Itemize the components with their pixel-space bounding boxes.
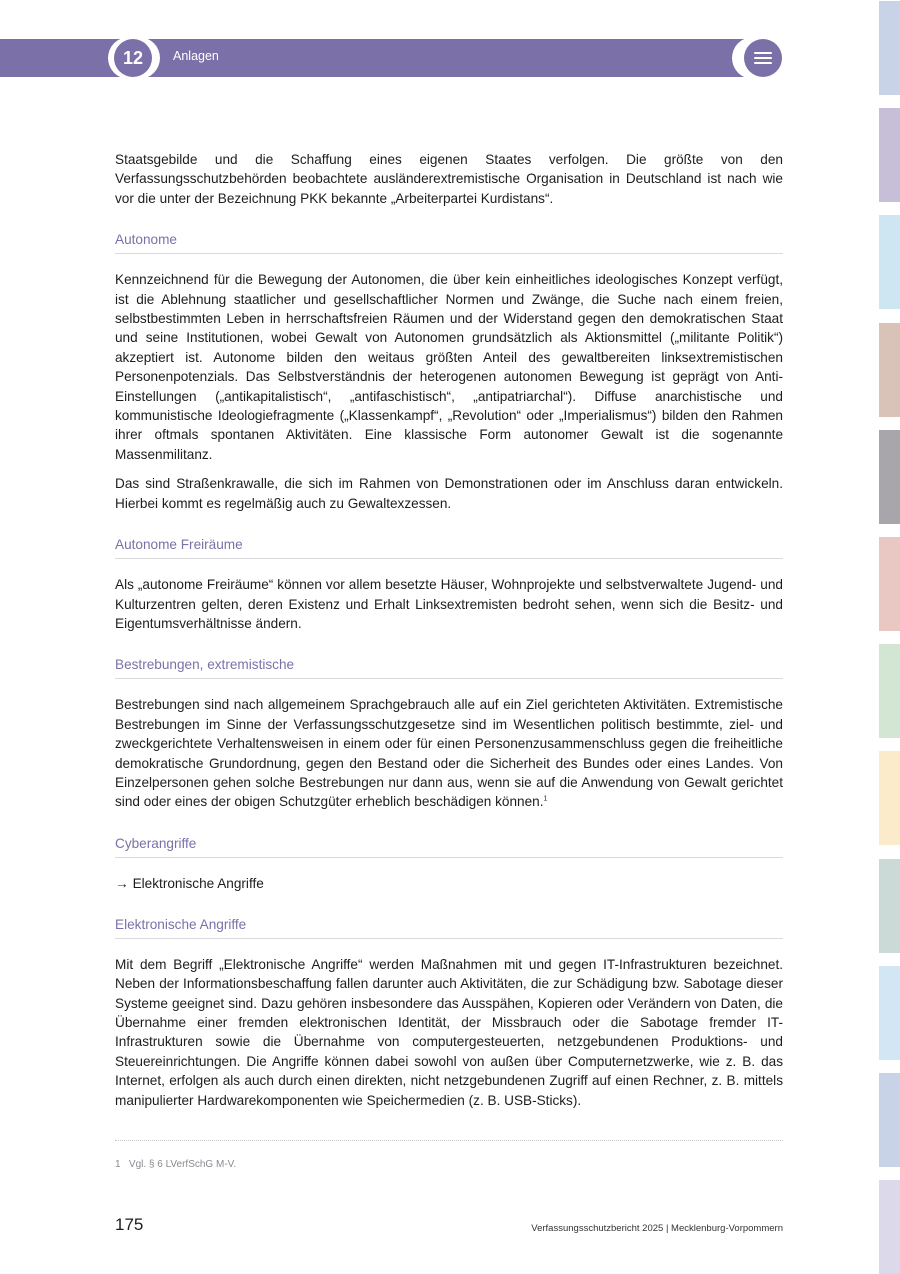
chapter-tab[interactable] <box>879 859 900 953</box>
hamburger-icon-line <box>754 52 772 54</box>
paragraph: Das sind Straßenkrawalle, die sich im Rahmen von Demonstrationen oder im Anschluss daran entwickeln. Hierbei kommt es regelmäßig auch zu Gewaltexzessen. <box>115 476 783 511</box>
link-text: Elektronische Angriffe <box>132 875 264 891</box>
footnote-number: 1 <box>115 1159 121 1170</box>
heading-cyberangriffe: Cyberangriffe <box>115 836 783 858</box>
chapter-tab[interactable] <box>879 430 900 524</box>
hamburger-icon-line <box>754 62 772 64</box>
chapter-tab[interactable] <box>879 644 900 738</box>
chapter-tab[interactable] <box>879 537 900 631</box>
chapter-tab[interactable] <box>879 215 900 309</box>
heading-autonome-freiraeume: Autonome Freiräume <box>115 537 783 559</box>
chapter-tab[interactable] <box>879 323 900 417</box>
heading-autonome: Autonome <box>115 232 783 254</box>
footnote-reference[interactable]: 1 <box>543 795 548 803</box>
cross-reference-link[interactable] <box>115 874 783 893</box>
page-number: 175 <box>115 1215 144 1234</box>
menu-button[interactable] <box>744 39 782 77</box>
arrow-right-icon: → <box>115 875 129 891</box>
footnote-divider <box>115 1140 783 1141</box>
paragraph-with-footnote <box>115 695 783 811</box>
heading-elektronische-angriffe: Elektronische Angriffe <box>115 917 783 939</box>
chapter-tab[interactable] <box>879 108 900 202</box>
chapter-tab[interactable] <box>879 751 900 845</box>
footnote <box>115 1159 236 1170</box>
chapter-tab[interactable] <box>879 1180 900 1274</box>
heading-bestrebungen: Bestrebungen, extremistische <box>115 657 783 679</box>
chapter-number-badge: 12 <box>114 39 152 77</box>
section-title: Anlagen <box>173 49 219 63</box>
hamburger-icon-line <box>754 57 772 59</box>
footer-title: Verfassungsschutzbericht 2025 | Mecklenburg-Vorpommern <box>531 1223 783 1234</box>
chapter-tab[interactable] <box>879 1 900 95</box>
chapter-tab[interactable] <box>879 966 900 1060</box>
paragraph: Kennzeichnend für die Bewegung der Autonomen, die über kein einheitliches ideologisches Konzept verfügt, ist die Ablehnung staatlicher und gesellschaftlicher Normen und Zwänge, die Suche nach einem freien, selbstbestimmten Leben in herrschaftsfreien Räumen und der Widerstand gegen den demokratischen Staat und seine Institutionen, wobei Gewalt von Autonomen grundsätzlich als Aktionsmittel („militante Politik“) akzeptiert ist. Autonome bilden den weitaus größten Anteil des gewaltbereiten linksextremistischen Personenpotenzials. Das Selbstverständnis der heterogenen autonomen Bewegung ist geprägt von Anti-Einstellungen („antikapitalistisch“, „antifaschistisch“, „antipatriarchal“). Diffuse anarchistische und kommunistische Ideologiefragmente („Klassenkampf“, „Revolution“ oder „Imperialismus“) bilden den Rahmen ihrer oftmals spontanen Aktivitäten. Eine klassische Form autonomer Gewalt ist die sogenannte Massenmilitanz. <box>115 272 783 462</box>
chapter-tab[interactable] <box>879 1073 900 1167</box>
main-content <box>115 150 783 1120</box>
paragraph-text: Bestrebungen sind nach allgemeinem Sprachgebrauch alle auf ein Ziel gerichteten Aktivitäten. Extremistische Bestrebungen im Sinne der Verfassungsschutzgesetze sind im Wesentlichen politisch bestimmte, ziel- und zweckgerichtete Verhaltensweisen in einem oder für einen Personenzusammenschluss gegen die freiheitliche demokratische Grundordnung, gegen den Bestand oder die Sicherheit des Bundes oder eines Landes. Von Einzelpersonen gehen solche Bestrebungen nur dann aus, wenn sie auf die Anwendung von Gewalt gerichtet sind oder eines der obigen Schutzgüter erheblich beschädigen können. <box>115 697 783 810</box>
intro-paragraph: Staatsgebilde und die Schaffung eines eigenen Staates verfolgen. Die größte von den Verfassungsschutzbehörden beobachtete ausländerextremistische Organisation in Deutschland ist nach wie vor die unter der Bezeichnung PKK bekannte „Arbeiterpartei Kurdistans“. <box>115 152 783 206</box>
footnote-text: Vgl. § 6 LVerfSchG M-V. <box>128 1159 237 1170</box>
paragraph: Mit dem Begriff „Elektronische Angriffe“ werden Maßnahmen mit und gegen IT-Infrastrukturen bezeichnet. Neben der Informationsbeschaffung fallen darunter auch Aktivitäten, die zur Schädigung bzw. Sabotage dieser Systeme geeignet sind. Dazu gehören insbesondere das Ausspähen, Kopieren oder Verändern von Daten, die Übernahme einer fremden elektronischen Identität, der Missbrauch oder die Sabotage fremder IT-Infrastrukturen sowie die Übernahme von computergesteuerten, netzgebundenen Produktions- und Steuereinrichtungen. Die Angriffe können dabei sowohl von außen über Computernetzwerke, wie z. B. das Internet, erfolgen als auch durch einen direkten, nicht netzgebundenen Zugriff auf einen Rechner, z. B. mittels manipulierter Hardwarekomponenten wie Speichermedien (z. B. USB-Sticks). <box>115 956 783 1108</box>
paragraph: Als „autonome Freiräume“ können vor allem besetzte Häuser, Wohnprojekte und selbstverwaltete Jugend- und Kulturzentren gelten, deren Existenz und Erhalt Linksextremisten bedroht sehen, wenn sich die Besitz- und Eigentumsverhältnisse ändern. <box>115 577 783 631</box>
